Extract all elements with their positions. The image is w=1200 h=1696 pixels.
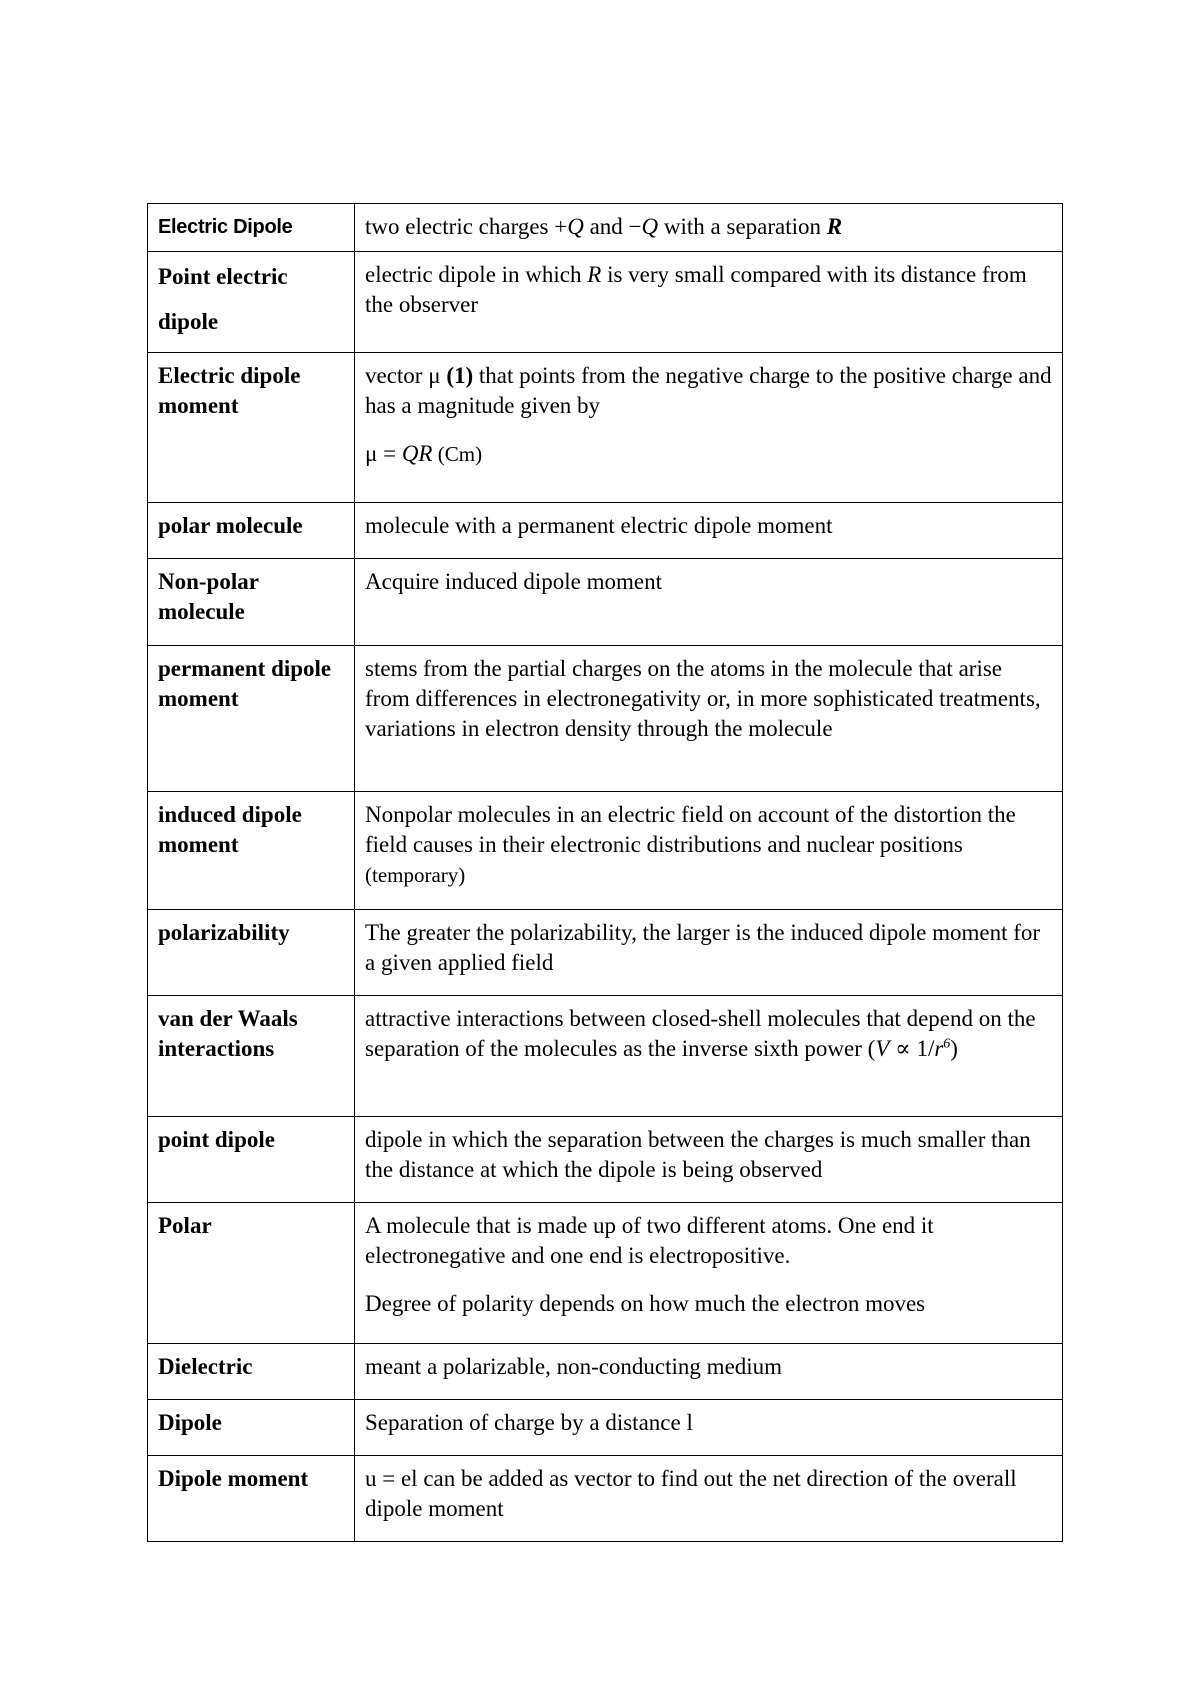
term-cell: Point electric dipole [148,252,355,353]
definition-cell: The greater the polarizability, the larger is the induced dipole moment for a given applied field [355,910,1063,996]
definition-cell: vector μ (1) that points from the negative charge to the positive charge and has a magnitude given by μ = QR (Cm) [355,353,1063,503]
table-row [148,1203,1063,1344]
definition-cell: Nonpolar molecules in an electric field on account of the distortion the field causes in their electronic distributions and nuclear positions (temporary) [355,792,1063,910]
definition-cell: dipole in which the separation between the charges is much smaller than the distance at which the dipole is being observed [355,1117,1063,1203]
definition-cell: stems from the partial charges on the atoms in the molecule that arise from differences in electronegativity or, in more sophisticated treatments, variations in electron density through the molecule [355,646,1063,792]
definition-cell: molecule with a permanent electric dipole moment [355,503,1063,559]
term-cell: induced dipole moment [148,792,355,910]
term-cell: polar molecule [148,503,355,559]
term-cell: Non-polar molecule [148,559,355,646]
definition-cell: u = el can be added as vector to find out the net direction of the overall dipole moment [355,1456,1063,1542]
table-row [148,792,1063,910]
term-cell: Electric Dipole [148,204,355,252]
term-cell: permanent dipole moment [148,646,355,792]
term-cell: van der Waals interactions [148,996,355,1117]
definition-cell: electric dipole in which R is very small compared with its distance from the observer [355,252,1063,353]
term-cell: point dipole [148,1117,355,1203]
table-row [148,252,1063,353]
table-row [148,1117,1063,1203]
table-row [148,559,1063,646]
definition-cell: Acquire induced dipole moment [355,559,1063,646]
table-row [148,910,1063,996]
term-cell: polarizability [148,910,355,996]
table-row [148,646,1063,792]
term-cell: Dielectric [148,1344,355,1400]
definition-cell: meant a polarizable, non-conducting medium [355,1344,1063,1400]
table-row [148,1456,1063,1542]
table-row [148,503,1063,559]
table-row [148,353,1063,503]
table-row [148,204,1063,252]
table-row [148,1344,1063,1400]
definition-cell: A molecule that is made up of two different atoms. One end it electronegative and one end is electropositive. Degree of polarity depends on how much the electron moves [355,1203,1063,1344]
glossary-table [147,203,1063,1542]
term-cell: Dipole moment [148,1456,355,1542]
table-row [148,996,1063,1117]
formula: μ = QR (Cm) [365,441,483,466]
term-cell: Dipole [148,1400,355,1456]
table-row [148,1400,1063,1456]
definition-cell: two electric charges +Q and −Q with a separation R [355,204,1063,252]
definition-cell: attractive interactions between closed-shell molecules that depend on the separation of the molecules as the inverse sixth power $(V \propto 1/r^6)$ [355,996,1063,1117]
term-cell: Polar [148,1203,355,1344]
definition-cell: Separation of charge by a distance l [355,1400,1063,1456]
term-cell: Electric dipole moment [148,353,355,503]
